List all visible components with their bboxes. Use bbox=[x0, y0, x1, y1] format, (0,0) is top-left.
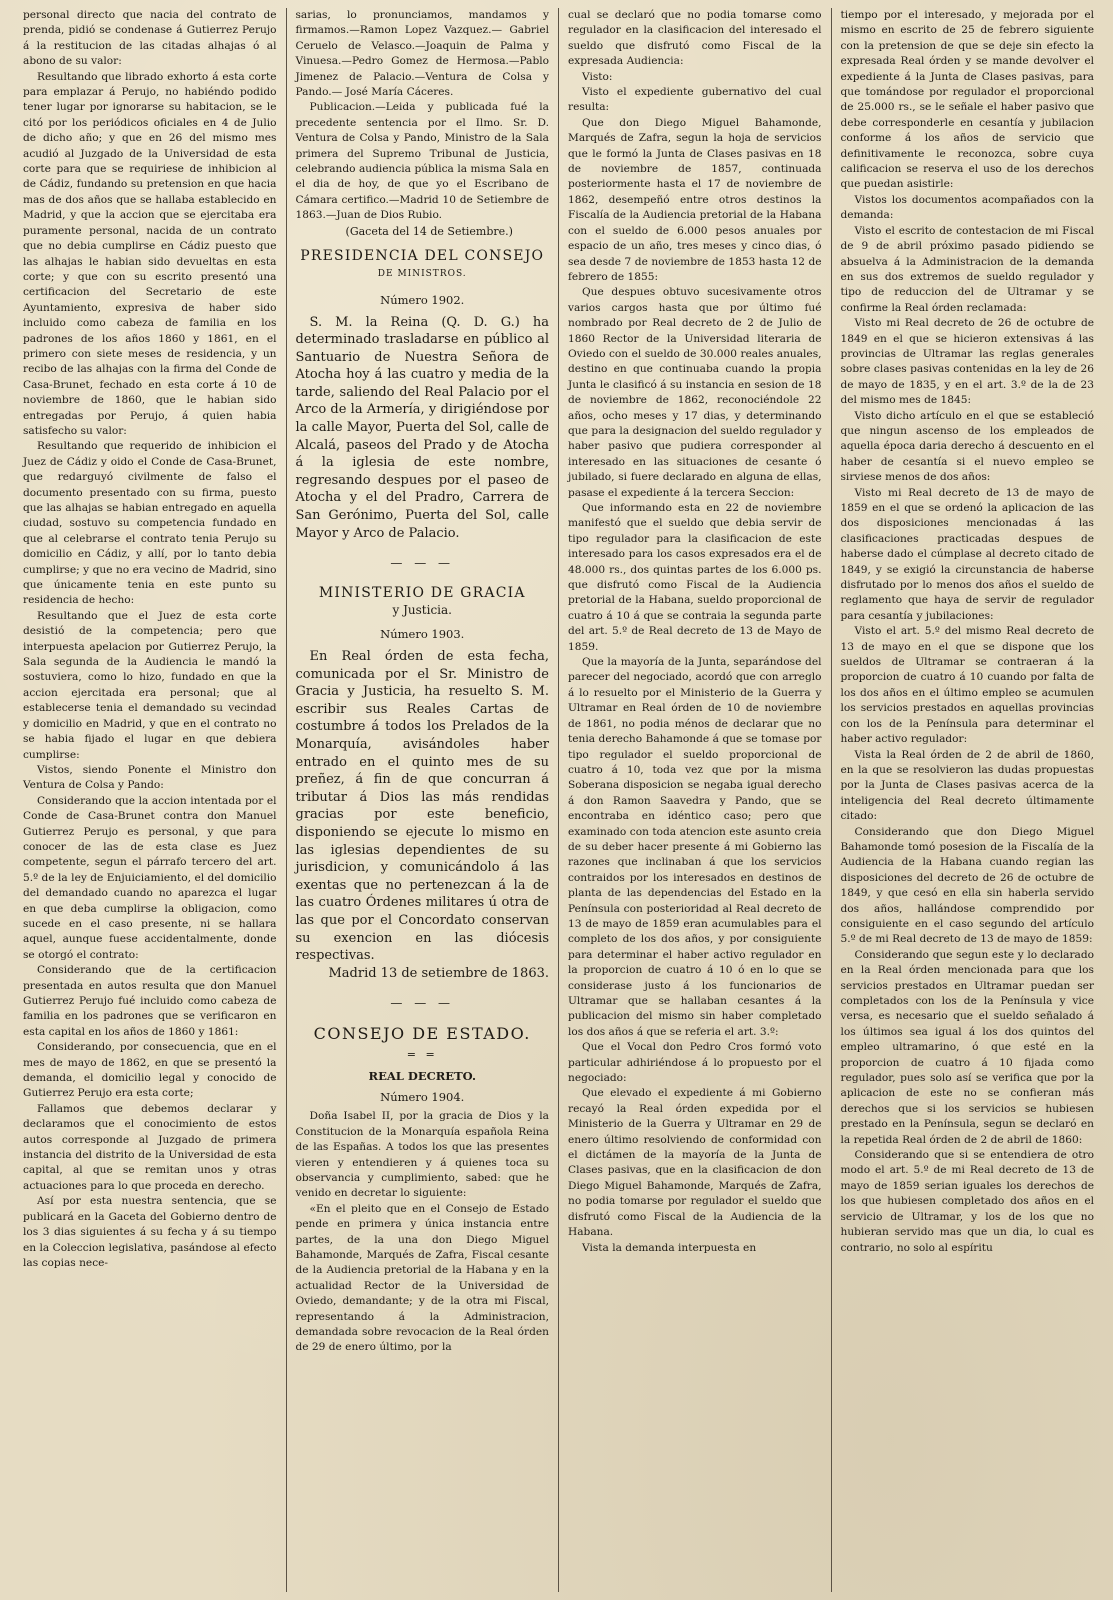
paragraph: Vistos, siendo Ponente el Ministro don Ventura de Colsa y Pando: bbox=[23, 763, 277, 792]
paragraph: sarias, lo pronunciamos, mandamos y firmamos.—Ramon Lopez Vazquez.— Gabriel Ceruelo de Velasco.—Joaquin de Palma y Vinuesa.—Pedro Gomez de Hermosa.—Pablo Jimenez de Palacio.—Ventura de Colsa y Pando.— José María Cáceres. bbox=[295, 9, 549, 99]
gaceta-reference: (Gaceta del 14 de Setiembre.) bbox=[345, 224, 513, 238]
paragraph: Considerando que de la certificacion presentada en autos resulta que don Manuel Gutierrez Perujo fué incluido como cabeza de familia en los padrones que se verificaron en esta capital en los años de 1860 y 1861: bbox=[23, 964, 277, 1038]
paragraph: Publicacion.—Leida y publicada fué la precedente sentencia por el Ilmo. Sr. D. Ventura de Colsa y Pando, Ministro de la Sala primera del Supremo Tribunal de Justicia, celebrando audiencia pública la misma Sala en el dia de hoy, de que yo el Escribano de Cámara certifico.—Madrid 10 de Setiembre de 1863.—Juan de Dios Rubio. bbox=[295, 101, 549, 222]
column-2 bbox=[286, 8, 559, 1592]
paragraph: Considerando que si se entendiera de otro modo el art. 5.º de mi Real decreto de 13 de mayo de 1859 serian iguales los derechos de los que hubiesen completado dos años en el servicio de Ultramar, y los de los que no hubieran servido mas que un dia, lo cual es contrario, no solo al espíritu bbox=[840, 1149, 1094, 1254]
paragraph: Considerando que segun este y lo declarado en la Real órden mencionada para que los servicios prestados en Ultramar puedan ser completados con los de la Península y vice versa, es necesario que el sueldo señalado á los últimos sea igual á los dos quintos del empleo ultramarino, ó que esté en la proporcion de cuatro á 10 fijada como regulador, pues solo así se verifica que por la aplicacion de este no se confieran más derechos que si los servicios se hubiesen prestado en la Península, segun se declaró en la repetida Real órden de 2 de abril de 1860: bbox=[840, 948, 1094, 1146]
paragraph: cual se declaró que no podia tomarse como regulador en la clasificacion del interesado el sueldo que disfrutó como Fiscal de la expresada Audiencia: bbox=[568, 9, 822, 68]
paragraph: Resultando que el Juez de esta corte desistió de la competencia; pero que interpuesta apelacion por Gutierrez Perujo, la Sala segunda de la Audiencia le mandó la sostuviera, como lo hizo, fundado en que la accion ejercitada era personal; que al establecerse tenia el demandado su vecindad y domicilio en Madrid, y que en el contrato no se habia fijado el lugar en que debiera cumplirse: bbox=[23, 609, 277, 761]
paragraph: Visto el escrito de contestacion de mi Fiscal de 9 de abril próximo pasado pidiendo se absuelva á la Administracion de la demanda en sus dos extremos de sueldo regulador y tipo de reduccion del de Ultramar y se confirme la Real órden reclamada: bbox=[840, 224, 1094, 314]
paragraph: Visto mi Real decreto de 13 de mayo de 1859 en el que se ordenó la aplicacion de las dos disposiciones mencionadas á las clasificaciones practicadas despues de haberse dado el cúmplase al decreto citado de 1849, y se exigió la circunstancia de haberse disfrutado por lo menos dos años el sueldo de reglamento que haya de servir de regulador para cesantía y jubilaciones: bbox=[840, 486, 1094, 622]
decree-number: Número 1902. bbox=[380, 292, 465, 307]
paragraph: Visto mi Real decreto de 26 de octubre de 1849 en el que se hicieron extensivas á las provincias de Ultramar las reglas generales sobre clases pasivas contenidas en la ley de 26 de mayo de 1835, y en el art. 3.º de la de 23 del mismo mes de 1845: bbox=[840, 317, 1094, 407]
paragraph: Visto dicho artículo en el que se estableció que ningun ascenso de los empleados de aquella época daria derecho á descuento en el haber de cesantía si el nuevo empleo se sirviese menos de dos años: bbox=[840, 409, 1094, 484]
paragraph: Considerando que don Diego Miguel Bahamonde tomó posesion de la Fiscalía de la Audiencia de la Habana cuando regian las disposiciones del decreto de 26 de octubre de 1849, y que cesó en ella sin haberla servido dos años, hallándose comprendido por consiguiente en el caso segundo del artículo 5.º de mi Real decreto de 13 de mayo de 1859: bbox=[840, 825, 1094, 946]
section-heading-presidencia: PRESIDENCIA DEL CONSEJO bbox=[300, 248, 545, 265]
paragraph: Vista la Real órden de 2 de abril de 1860, en la que se resolvieron las dudas propuestas por la Junta de Clases pasivas acerca de la inteligencia del Real decreto últimamente citado: bbox=[840, 748, 1094, 823]
double-rule: = = bbox=[406, 1048, 438, 1062]
paragraph: Que el Vocal don Pedro Cros formó voto particular adhiriéndose á lo propuesto por el negociado: bbox=[568, 1041, 822, 1085]
paragraph: Vistos los documentos acompañados con la demanda: bbox=[840, 193, 1094, 222]
date-line: Madrid 13 de setiembre de 1863. bbox=[328, 965, 549, 981]
separator: — — — bbox=[390, 556, 455, 571]
paragraph: personal directo que nacia del contrato de prenda, pidió se condenase á Gutierrez Perujo á la restitucion de las citadas alhajas ó al abono de su valor: bbox=[23, 9, 277, 68]
column-3 bbox=[558, 8, 831, 1592]
decree-number: Número 1903. bbox=[380, 627, 465, 642]
paragraph: «En el pleito que en el Consejo de Estado pende en primera y única instancia entre partes, de la una don Diego Miguel Bahamonde, Marqués de Zafra, Fiscal cesante de la Audiencia pretorial de la Habana y en la actualidad Rector de la Universidad de Oviedo, demandante; y de la otra mi Fiscal, representando á la Administracion, demandada sobre revocacion de la Real órden de 29 de enero último, por la bbox=[295, 1202, 549, 1354]
paragraph: Considerando, por consecuencia, que en el mes de mayo de 1862, en que se presentó la demanda, el domicilio legal y conocido de Gutierrez Perujo era esta corte; bbox=[23, 1041, 277, 1100]
section-subheading: y Justicia. bbox=[392, 603, 452, 618]
paragraph: Resultando que requerido de inhibicion el Juez de Cádiz y oido el Conde de Casa-Brunet, que redarguyó civilmente de falso el documento presentado con su firma, puesto que las alhajas se habian entregado en aquella ciudad, sostuvo su competencia fundado en que al celebrarse el contrato tenia Perujo su domicilio en Cádiz, y allí, por lo tanto debia cumplirse; y que no era vecino de Madrid, sino que únicamente tenia en este punto su residencia de hecho: bbox=[23, 440, 277, 607]
paragraph: En Real órden de esta fecha, comunicada por el Sr. Ministro de Gracia y Justicia, ha resuelto S. M. escribir sus Reales Cartas de costumbre á todos los Prelados de la Monarquía, avisándoles haber entrado en el quinto mes de su preñez, á fin de que concurran á tributar á Dios las más rendidas gracias por este beneficio, disponiendo se ejecute lo mismo en las iglesias dependientes de su jurisdicion, y comunicándolo á las exentas que no pertenezcan á la de las cuatro Órdenes militares ú otra de las que por el Concordato conservan su exencion en las diócesis respectivas. bbox=[295, 649, 549, 964]
paragraph: Visto el art. 5.º del mismo Real decreto de 13 de mayo en el que se dispone que los sueldos de Ultramar se contraeran á la proporcion de cuatro á 10 cuando por falta de los dos años en el último empleo se acumulen los servicios prestados en aquellas provincias con los de la Península para determinar el haber activo regulador: bbox=[840, 625, 1094, 746]
paragraph: Visto el expediente gubernativo del cual resulta: bbox=[568, 86, 822, 114]
section-heading-ministerio: MINISTERIO DE GRACIA bbox=[318, 584, 526, 601]
paragraph: Fallamos que debemos declarar y declaramos que el conocimiento de estos autos corresponde al Juzgado de primera instancia del distrito de la Universidad de esta capital, al que se remitan unos y otras actuaciones para lo que proceda en derecho. bbox=[23, 1102, 277, 1192]
section-heading-consejo: CONSEJO DE ESTADO. bbox=[313, 1023, 531, 1043]
paragraph: S. M. la Reina (Q. D. G.) ha determinado trasladarse en público al Santuario de Nuestra Señora de Atocha hoy á las cuatro y media de la tarde, saliendo del Real Palacio por el Arco de la Armería, y dirigiéndose por la calle Mayor, Puerta del Sol, calle de Alcalá, paseos del Prado y de Atocha á la iglesia de este nombre, regresando despues por el paseo de Atocha y el del Pradro, Carrera de San Gerónimo, Puerta del Sol, calle Mayor y Arco de Palacio. bbox=[295, 314, 549, 541]
paragraph: Doña Isabel II, por la gracia de Dios y la Constitucion de la Monarquía española Reina de las Españas. A todos los que las presentes vieren y entendieren y á quienes toca su observancia y cumplimiento, sabed: que he venido en decretar lo siguiente: bbox=[295, 1110, 549, 1200]
paragraph: Considerando que la accion intentada por el Conde de Casa-Brunet contra don Manuel Gutierrez Perujo es personal, y que para conocer de las de esta clase es Juez competente, segun el párrafo tercero del art. 5.º de la ley de Enjuiciamiento, el del domicilio del demandado cuando no aparezca el lugar en que deba cumplirse la obligacion, como sucede en el caso presente, ni se hallara aquel, aunque fuese accidentalmente, donde se otorgó el contrato: bbox=[23, 794, 277, 961]
paragraph: Que informando esta en 22 de noviembre manifestó que el sueldo que debia servir de tipo regulador para la clasificacion de este interesado para los casos expresados era el de 48.000 rs., dos quintas partes de los 6.000 ps. que disfrutó como Fiscal de la Audiencia pretorial de la Habana, sueldo proporcional de cuatro á 10 á que se contraia la segunda parte del art. 5.º de Real decreto de 13 de Mayo de 1859. bbox=[568, 502, 822, 653]
real-decreto-heading: REAL DECRETO. bbox=[368, 1068, 476, 1083]
column-1 bbox=[14, 8, 286, 1592]
paragraph: Visto: bbox=[582, 70, 613, 83]
paragraph: tiempo por el interesado, y mejorada por el mismo en escrito de 25 de febrero siguiente con la pretension de que se deje sin efecto la expresada Real órden y se mande devolver el expediente á la Junta de Clases pasivas, para que tomándose por regulador el proporcional de 25.000 rs., se le señale el haber pasivo que debe corresponderle en cesantía y jubilacion conforme á los años de servicio que definitivamente le reconozca, sobre cuya calificacion se reserva el uso de los derechos que puedan asistirle: bbox=[840, 9, 1094, 191]
paragraph: Que despues obtuvo sucesivamente otros varios cargos hasta que por último fué nombrado por Real decreto de 2 de Julio de 1860 Rector de la Universidad literaria de Oviedo con el sueldo de 30.000 reales anuales, destino en que continuaba cuando la propia Junta le clasificó á su instancia en sesion de 18 de noviembre de 1862, reconociéndole 22 años, ocho meses y 17 dias, y determinando que para la designacion del sueldo regulador y haber pasivo que pudiera corresponder al interesado en las situaciones de cesante ó jubilado, si fuere declarado en alguna de ellas, pasase el expediente á la tercera Seccion: bbox=[568, 286, 822, 499]
section-subheading: DE MINISTROS. bbox=[377, 268, 467, 279]
column-4 bbox=[831, 8, 1104, 1592]
paragraph: Resultando que librado exhorto á esta corte para emplazar á Perujo, no habiéndo podido tener lugar por ignorarse su habitacion, se le citó por los periódicos oficiales en 4 de Julio de dicho año; y que en 26 del mismo mes acudió al Juzgado de la Universidad de esta corte para que se requiriese de inhibicion al de Cádiz, fundando su pretension en que hacia mas de dos años que se hallaba establecido en Madrid, y que la accion que se ejercitaba era puramente personal, nacida de un contrato que no debia cumplirse en Cádiz puesto que las alhajas le habian sido devueltas en esta corte; y que con su escrito presentó una certificacion del Secretario de este Ayuntamiento, expresiva de haber sido incluido como cabeza de familia en los padrones de los años 1860 y 1861, en el primero con siete meses de residencia, y un recibo de las alhajas con la firma del Conde de Casa-Brunet, fechado en esta corte á 10 de noviembre de 1860, que le habian sido entregadas por Perujo, á quien habia satisfecho su valor: bbox=[23, 70, 277, 437]
decree-number: Número 1904. bbox=[380, 1089, 465, 1104]
paragraph: Que la mayoría de la Junta, separándose del parecer del negociado, acordó que con arreglo á lo resuelto por el Ministerio de la Guerra y Ultramar en Real órden de 10 de noviembre de 1861, no podia ménos de declarar que no tenia derecho Bahamonde á que se tomase por tipo regulador el sueldo proporcional de cuatro á 10, toda vez que por la misma Soberana disposicion se negaba igual derecho á don Ramon Saavedra y Pando, que se encontraba en idéntico caso; pero que examinado con toda atencion este asunto creia de su deber hacer presente á mi Gobierno las razones que inclinaban á que los servicios contraidos por los interesados en destinos de planta de las dependencias del Estado en la Península con posterioridad al Real decreto de 13 de mayo de 1859 eran acumulables para el completo de los dos años, y por consiguiente para determinar el haber activo regulador en la proporcion de cuatro á 10 ó en lo que se considerase justo á los funcionarios de Ultramar que se hallaban cesantes á la publicacion del mismo sin haber completado los dos años á que se referia el art. 3.º: bbox=[568, 656, 822, 1038]
paragraph: Vista la demanda interpuesta en bbox=[582, 1241, 757, 1254]
paragraph: Así por esta nuestra sentencia, que se publicará en la Gaceta del Gobierno dentro de los 3 dias siguientes á su fecha y á su tiempo en la Coleccion legislativa, pasándose al efecto las copias nece- bbox=[23, 1195, 277, 1269]
paragraph: Que don Diego Miguel Bahamonde, Marqués de Zafra, segun la hoja de servicios que le formó la Junta de Clases pasivas en 18 de noviembre de 1857, continuada posteriormente hasta el 17 de noviembre de 1862, desempeñó entre otros destinos la Fiscalía de la Audiencia pretorial de la Habana con el sueldo de 6.000 pesos anuales por espacio de un año, tres meses y cinco dias, ó sea desde 7 de noviembre de 1853 hasta 12 de febrero de 1855: bbox=[568, 116, 822, 283]
separator: — — — bbox=[390, 996, 455, 1011]
paragraph: Que elevado el expediente á mi Gobierno recayó la Real órden expedida por el Ministerio de la Guerra y Ultramar en 29 de enero último resolviendo de conformidad con el dictámen de la mayoría de la Junta de Clases pasivas, que en la clasificacion de don Diego Miguel Bahamonde, Marqués de Zafra, no podia tomarse por regulador el sueldo que disfrutó como Fiscal de la Audiencia de la Habana. bbox=[568, 1087, 822, 1239]
